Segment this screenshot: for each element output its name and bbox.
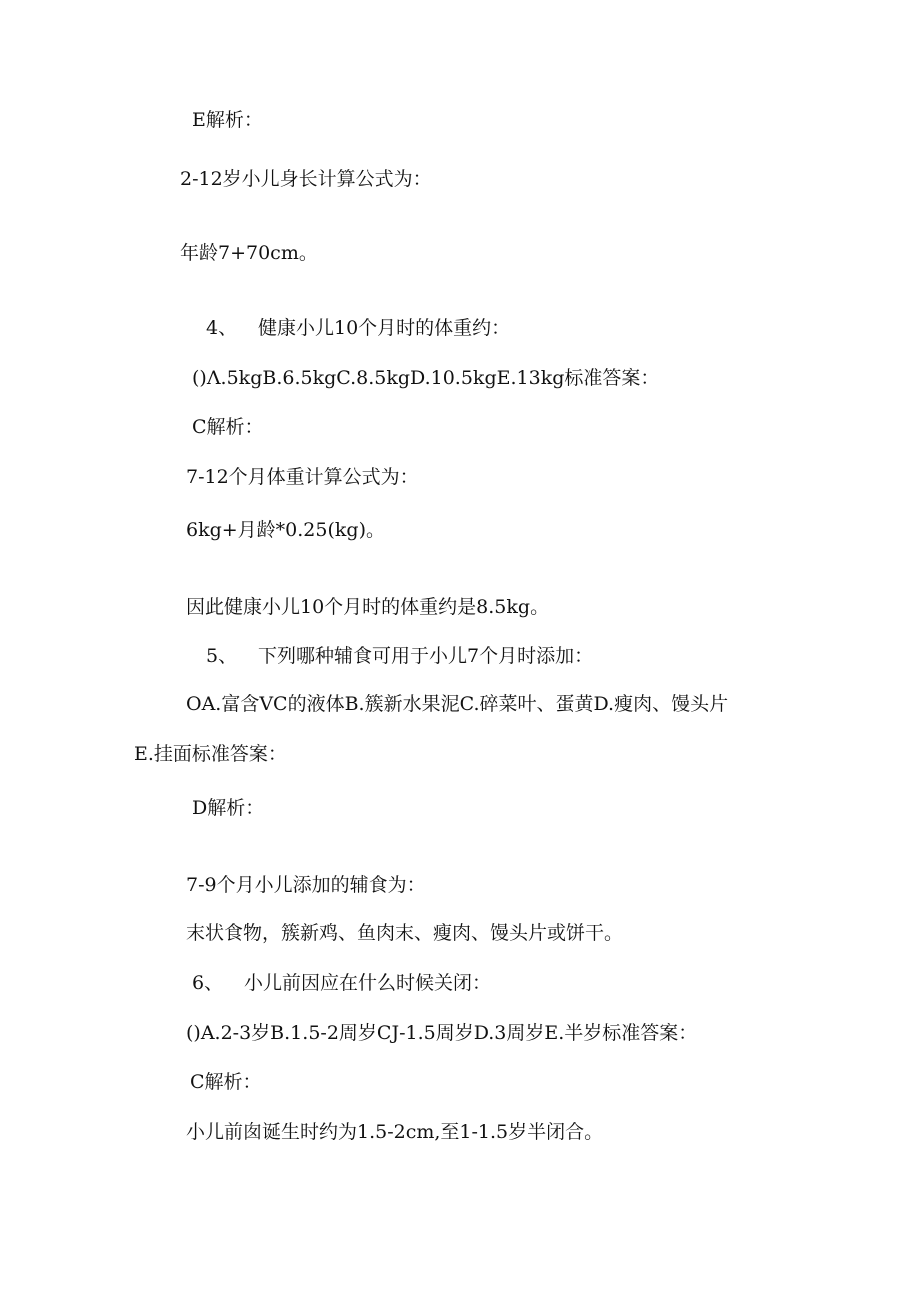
question-number: 6、	[192, 972, 224, 994]
question-heading	[206, 316, 510, 340]
question-heading	[206, 644, 593, 668]
answer-options: ()Λ.5kgB.6.5kgC.8.5kgD.10.5kgE.13kg标准答案：	[192, 367, 660, 389]
question-number: 5、	[206, 645, 238, 667]
text-line: E解析：	[192, 109, 263, 131]
text-line: 年龄7+70cm。	[180, 242, 318, 264]
answer-options: OA.富含VC的液体B.簇新水果泥C.碎菜叶、蛋黄D.瘦肉、馒头片	[186, 693, 729, 715]
text-line: 2-12岁小儿身长计算公式为：	[180, 168, 432, 190]
answer-options: ()A.2-3岁B.1.5-2周岁CJ-1.5周岁D.3周岁E.半岁标准答案：	[186, 1022, 698, 1044]
question-text: 健康小儿10个月时的体重约：	[258, 317, 511, 339]
text-line: 6kg+月龄*0.25(kg)。	[186, 519, 385, 541]
question-number: 4、	[206, 317, 238, 339]
text-line: C解析：	[190, 1071, 262, 1093]
answer-options: E.挂面标准答案：	[134, 743, 287, 765]
text-line: 小儿前囱诞生时约为1.5-2cm,至1-1.5岁半闭合。	[186, 1121, 604, 1143]
text-line: 末状食物，簇新鸡、鱼肉末、瘦肉、馒头片或饼干。	[186, 922, 624, 944]
text-line: D解析：	[192, 797, 265, 819]
question-text: 下列哪种辅食可用于小儿7个月时添加：	[258, 645, 594, 667]
question-heading	[192, 971, 491, 995]
text-line: 因此健康小儿10个月时的体重约是8.5kg。	[186, 596, 550, 618]
question-text: 小儿前因应在什么时候关闭：	[244, 972, 492, 994]
text-line: 7-9个月小儿添加的辅食为：	[186, 874, 426, 896]
text-line: C解析：	[192, 416, 264, 438]
text-line: 7-12个月体重计算公式为：	[186, 466, 419, 488]
